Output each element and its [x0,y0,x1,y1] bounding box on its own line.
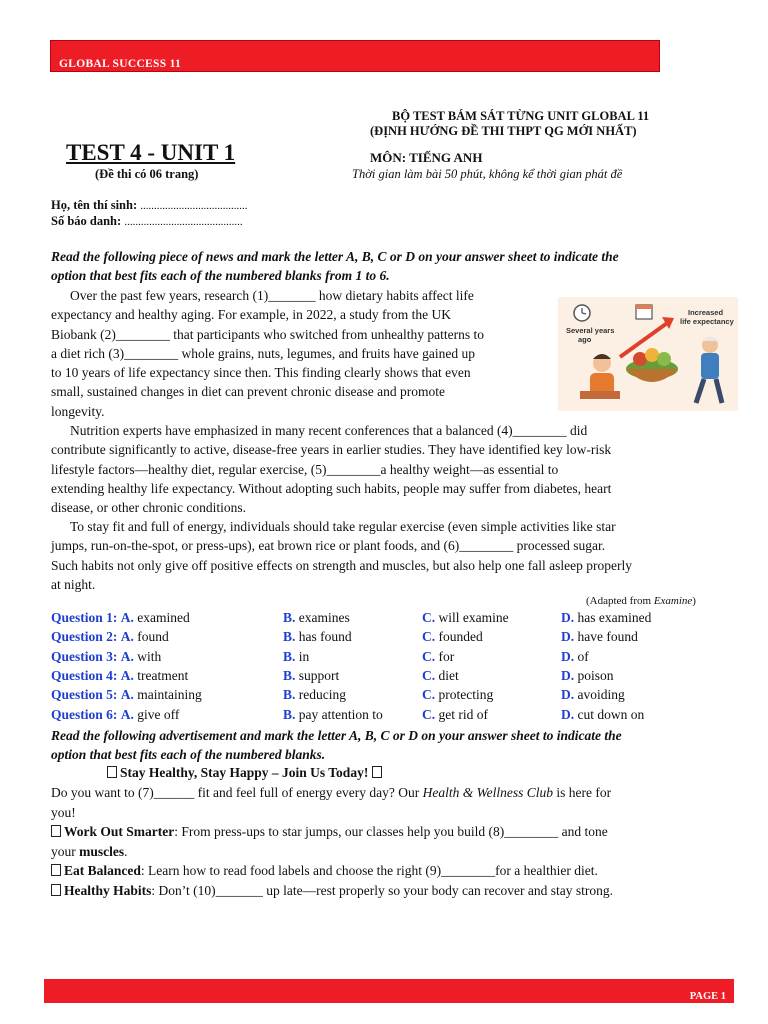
ad-title: Stay Healthy, Stay Happy – Join Us Today! [120,765,369,780]
option-text: founded [438,629,483,645]
question-number: Question 2: [51,629,118,645]
option-text: avoiding [577,687,625,703]
section1-instruction-line2: option that best fits each of the numbered blanks from 1 to 6. [51,268,390,283]
source-suffix: ) [692,595,696,607]
option-c[interactable] [422,629,483,645]
ad-intro-line1 [51,783,611,803]
option-letter: C. [422,629,436,645]
ad-intro-text: Do you want to (7)______ fit and feel full of energy every day? Our [51,785,423,800]
option-text: will examine [438,610,509,625]
option-text: protecting [438,687,494,703]
ad-item-work-out [51,822,608,842]
source-prefix: (Adapted from [586,595,654,607]
question-number: Question 4: [51,667,118,683]
option-text: diet [438,667,459,683]
option-text: examined [137,610,190,625]
question-row [51,707,731,726]
option-text: maintaining [137,687,202,703]
option-d[interactable] [561,629,638,645]
option-letter: C. [422,648,436,664]
option-text: has found [298,629,352,645]
option-letter: C. [422,667,436,683]
option-d[interactable] [561,649,589,665]
paragraph-line: extending healthy life expectancy. Without adopting such habits, people may suffer from diabetes, heart [51,480,612,496]
source-name: Examine [653,595,693,607]
option-letter: A. [120,648,134,664]
box-glyph-icon [51,864,61,876]
question-row [51,629,731,648]
option-c[interactable] [422,668,459,684]
paragraph-line: lifestyle factors—healthy diet, regular exercise, (5)________a healthy weight—as essential to [51,461,559,477]
time-note: Thời gian làm bài 50 phút, không kể thời gian phát đề [352,167,623,181]
student-name-label: Họ, tên thí sinh: [51,198,138,212]
ad-title-line [107,765,385,781]
ad-item-text: : Don’t (10)_______ up late—rest properly so your body can recover and stay strong. [151,883,614,898]
student-name-line [51,198,248,213]
club-name: Health & Wellness Club [422,785,554,800]
option-text: has examined [577,610,652,625]
option-letter: B. [283,629,296,645]
box-glyph-icon [372,766,382,778]
ad-item-text: : From press-ups to star jumps, our classes help you build (8)________ and tone [174,824,608,839]
option-text: cut down on [577,706,645,722]
option-b[interactable] [283,629,352,645]
option-a[interactable] [51,649,161,665]
paragraph-line: at night. [51,576,96,592]
paragraph-line: small, sustained changes in diet can prevent chronic disease and promote [51,384,445,400]
option-letter: D. [561,706,575,722]
option-letter: A. [120,610,134,625]
option-text: poison [577,667,614,683]
ad-item-text: : Learn how to read food labels and choose the right (9)________for a healthier diet. [140,863,598,878]
option-a[interactable] [51,707,179,723]
page-number: PAGE 1 [689,991,726,1002]
ad-item-title: Healthy Habits [64,883,152,898]
option-letter: B. [283,610,296,625]
ad-intro-line2: you! [51,805,76,820]
test-title: TEST 4 - UNIT 1 [66,140,236,165]
option-text: for [438,648,455,664]
life-expectancy-illustration [558,297,738,411]
option-letter: A. [120,629,134,645]
header-banner [50,40,660,72]
option-text: examines [298,610,350,625]
option-d[interactable] [561,668,614,684]
calendar-icon [636,305,652,319]
question-number: Question 6: [51,706,118,722]
paragraph-line: Such habits not only give off positive effects on strength and muscles, but also help one fall asleep properly [51,557,633,573]
box-glyph-icon [107,766,117,778]
option-a[interactable] [51,687,202,703]
option-b[interactable] [283,649,309,665]
option-c[interactable] [422,707,488,723]
section2-instruction-line1: Read the following advertisement and mark the letter A, B, C or D on your answer sheet to indicate the [51,728,622,743]
series-line: BỘ TEST BÁM SÁT TỪNG UNIT GLOBAL 11 [392,109,650,123]
paragraph-line: longevity. [51,403,105,419]
option-text: pay attention to [298,706,383,722]
option-c[interactable] [422,610,509,626]
student-id-dots: ........................................... [124,216,243,228]
option-d[interactable] [561,687,625,703]
ad-item-title: Work Out Smarter [64,824,175,839]
passage-paragraph-2 [51,421,611,517]
ad-item-text: . [124,844,128,859]
question-number: Question 1: [51,610,118,625]
option-letter: A. [120,667,134,683]
illustration-graphic [558,297,738,411]
section2-instruction-line2: option that best fits each of the numbered blanks. [51,747,326,762]
box-glyph-icon [51,825,61,837]
paragraph-line: jumps, run-on-the-spot, or press-ups), eat brown rice or plant foods, and (6)________ processed sugar. [51,538,606,554]
illustration-label-right: Increased life expectancy [680,308,734,326]
paragraph-line: to 10 years of life expectancy since then. This finding clearly shows that even [51,365,471,381]
student-id-line [51,214,243,229]
option-letter: D. [561,687,575,703]
paragraph-line: To stay fit and full of energy, individuals should take regular exercise (even simple activities like star [70,519,616,534]
option-b[interactable] [283,707,383,723]
option-letter: B. [283,667,296,683]
ad-item-work-out-cont [51,842,128,862]
option-text: have found [577,629,638,645]
student-id-label: Số báo danh: [51,214,122,228]
section2-instruction [51,726,721,764]
option-c[interactable] [422,687,493,703]
option-a[interactable] [51,668,188,684]
paragraph-line: Biobank (2)________ that participants who switched from unhealthy patterns to [51,326,485,342]
option-a[interactable] [51,629,169,645]
option-letter: B. [283,687,296,703]
option-letter: D. [561,667,575,683]
ad-item-text: your [51,844,80,859]
paragraph-line: a diet rich (3)________ whole grains, nuts, legumes, and fruits have gained up [51,345,476,361]
pages-note: (Đề thi có 06 trang) [95,167,199,181]
source-note [586,595,696,607]
banner-text: GLOBAL SUCCESS 11 [59,58,182,70]
question-row [51,668,731,687]
footer-banner [44,979,734,1003]
question-row [51,687,731,706]
paragraph-line: Over the past few years, research (1)_______ how dietary habits affect life [70,288,474,303]
option-text: give off [137,706,180,722]
option-text: of [577,648,589,664]
paragraph-line: contribute significantly to active, disease-free years in earlier studies. They have identified key low-risk [51,442,612,458]
box-glyph-icon [51,884,61,896]
option-text: with [137,648,162,664]
ad-intro-text: is here for [553,785,612,800]
ad-item-healthy-habits [51,881,613,901]
option-b[interactable] [283,610,350,626]
option-letter: A. [120,687,134,703]
option-letter: C. [422,706,436,722]
section1-instruction-line1: Read the following piece of news and mark the letter A, B, C or D on your answer sheet to indicate the [51,249,619,264]
option-text: in [298,648,310,664]
option-text: support [298,667,340,683]
paragraph-line: disease, or other chronic conditions. [51,500,246,516]
option-c[interactable] [422,649,454,665]
option-letter: D. [561,610,575,625]
option-d[interactable] [561,610,651,626]
question-number: Question 5: [51,687,118,703]
option-text: treatment [137,667,189,683]
option-letter: D. [561,648,575,664]
illustration-label-left: Several years ago [566,326,615,344]
passage-paragraph-1 [51,286,484,421]
question-number: Question 3: [51,648,118,664]
ad-item-eat-balanced [51,861,598,881]
option-letter: B. [283,706,296,722]
option-a[interactable] [51,610,190,626]
paragraph-line: Nutrition experts have emphasized in many recent conferences that a balanced (4)________ did [70,423,588,438]
option-letter: C. [422,687,436,703]
option-letter: A. [120,706,134,722]
option-letter: B. [283,648,296,664]
ad-item-bold: muscles [79,844,125,859]
option-text: reducing [298,687,346,703]
section1-instruction [51,247,721,285]
question-row [51,610,731,629]
option-text: get rid of [438,706,488,722]
question-row [51,649,731,668]
orientation-line: (ĐỊNH HƯỚNG ĐỀ THI THPT QG MỚI NHẤT) [370,124,637,138]
option-letter: C. [422,610,436,625]
paragraph-line: expectancy and healthy aging. For example, in 2022, a study from the UK [51,307,452,323]
clock-icon [574,305,590,321]
option-letter: D. [561,629,575,645]
option-d[interactable] [561,707,644,723]
student-name-dots: ....................................... [140,200,248,212]
option-text: found [137,629,169,645]
subject-label: MÔN: TIẾNG ANH [370,150,483,165]
option-b[interactable] [283,668,339,684]
ad-item-title: Eat Balanced [64,863,141,878]
passage-paragraph-3 [51,517,632,594]
option-b[interactable] [283,687,346,703]
